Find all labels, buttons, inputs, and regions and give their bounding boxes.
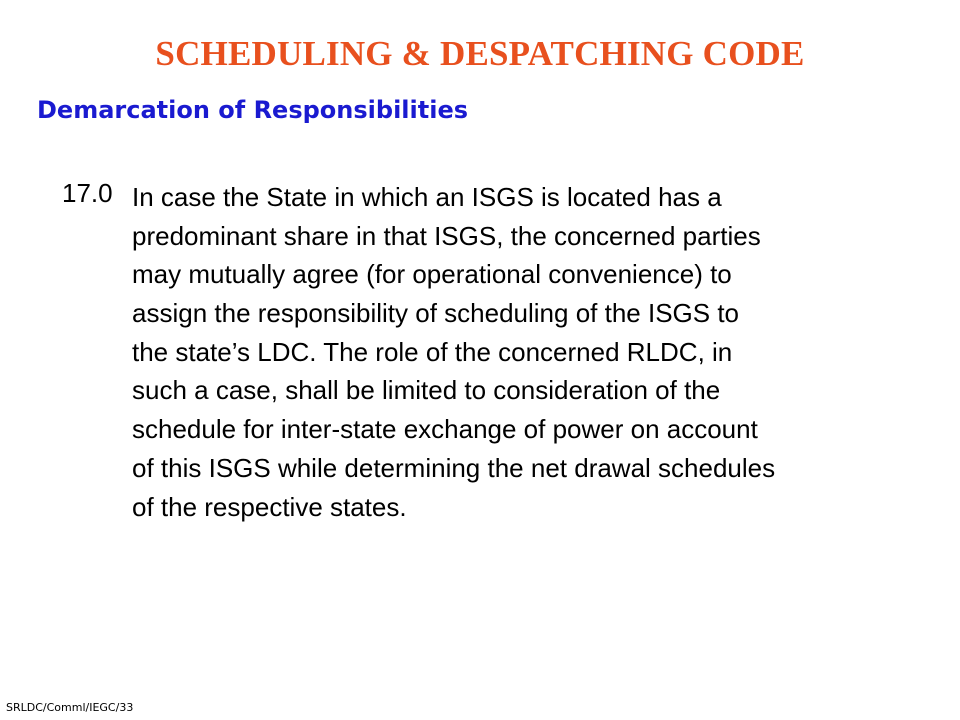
clause-line: of this ISGS while determining the net drawal schedules — [132, 452, 776, 483]
slide-title: SCHEDULING & DESPATCHING CODE — [155, 34, 805, 73]
slide-subtitle: Demarcation of Responsibilities — [37, 96, 469, 124]
clause-line: predominant share in that ISGS, the concerned parties — [132, 220, 761, 251]
slide-footer-reference: SRLDC/Comml/IEGC/33 — [6, 701, 134, 714]
clause-line: assign the responsibility of scheduling of the ISGS to — [132, 298, 740, 329]
clause-line: In case the State in which an ISGS is located has a — [132, 182, 722, 212]
clause-body — [132, 178, 932, 526]
clause-line: may mutually agree (for operational convenience) to — [132, 259, 732, 290]
clause-number: 17.0 — [62, 178, 113, 208]
clause-line: such a case, shall be limited to consideration of the — [132, 375, 721, 406]
clause-line: of the respective states. — [132, 491, 407, 522]
clause-line: schedule for inter-state exchange of power on account — [132, 414, 758, 445]
clause-line: the state’s LDC. The role of the concerned RLDC, in — [132, 336, 733, 367]
